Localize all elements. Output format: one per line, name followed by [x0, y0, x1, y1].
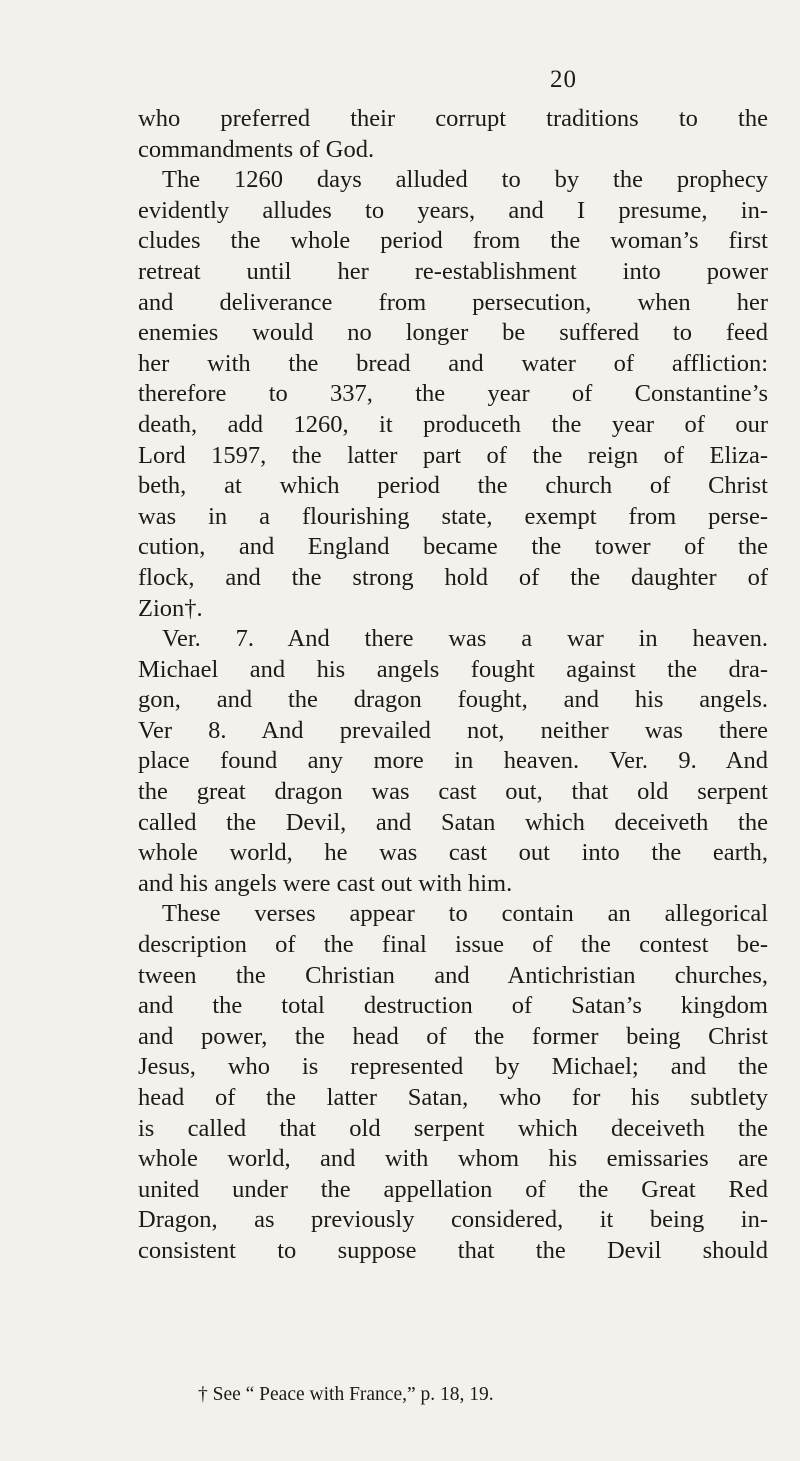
text-line: who preferred their corrupt traditions to the — [138, 105, 768, 132]
text-line: cution, and England became the tower of the — [138, 533, 768, 561]
text-line: These verses appear to contain an allegorical — [162, 900, 768, 928]
text-line: gon, and the dragon fought, and his angels. — [138, 686, 768, 714]
text-line: and power, the head of the former being Christ — [138, 1022, 768, 1050]
text-line: consistent to suppose that the Devil should — [138, 1236, 768, 1264]
text-line: beth, at which period the church of Christ — [138, 472, 768, 500]
text-line: the great dragon was cast out, that old serpent — [138, 778, 768, 806]
text-line: death, add 1260, it produceth the year of our — [138, 410, 768, 438]
text-line: cludes the whole period from the woman’s first — [138, 227, 768, 255]
text-line: called the Devil, and Satan which deceiveth the — [138, 808, 768, 836]
text-line: place found any more in heaven. Ver. 9. And — [138, 747, 768, 775]
text-line: and his angels were cast out with him. — [138, 869, 513, 897]
text-line: Lord 1597, the latter part of the reign of Eliza- — [138, 441, 768, 469]
text-line: tween the Christian and Antichristian churches, — [138, 961, 768, 989]
text-line: her with the bread and water of affliction: — [138, 349, 768, 377]
text-line: Ver. 7. And there was a war in heaven. — [162, 625, 768, 653]
text-line: whole world, he was cast out into the earth, — [138, 839, 768, 867]
text-line: Michael and his angels fought against the dra- — [138, 655, 768, 683]
text-line: The 1260 days alluded to by the prophecy — [162, 166, 768, 194]
text-line: is called that old serpent which deceiveth the — [138, 1114, 768, 1142]
text-line: evidently alludes to years, and I presume, in- — [138, 196, 768, 224]
text-line: flock, and the strong hold of the daughter of — [138, 563, 768, 591]
text-line: enemies would no longer be suffered to feed — [138, 319, 768, 347]
text-line: therefore to 337, the year of Constantine’s — [138, 380, 768, 408]
text-line: whole world, and with whom his emissaries are — [138, 1145, 768, 1173]
text-line: and deliverance from persecution, when her — [138, 288, 768, 316]
text-line: Jesus, who is represented by Michael; and the — [138, 1053, 768, 1081]
text-line: united under the appellation of the Great Red — [138, 1175, 768, 1203]
text-line: was in a flourishing state, exempt from perse- — [138, 502, 768, 530]
body-text — [138, 104, 768, 1267]
text-line: Dragon, as previously considered, it being in- — [138, 1206, 768, 1234]
text-line: Ver 8. And prevailed not, neither was there — [138, 716, 768, 744]
page-number: 20 — [550, 66, 577, 93]
text-line: head of the latter Satan, who for his subtlety — [138, 1084, 768, 1111]
text-line: Zion†. — [138, 594, 203, 622]
text-line: description of the final issue of the contest be- — [138, 931, 768, 959]
text-line: retreat until her re-establishment into power — [138, 257, 768, 285]
text-line: and the total destruction of Satan’s kingdom — [138, 992, 768, 1020]
text-line: commandments of God. — [138, 135, 375, 163]
footnote: † See “ Peace with France,” p. 18, 19. — [198, 1384, 494, 1405]
